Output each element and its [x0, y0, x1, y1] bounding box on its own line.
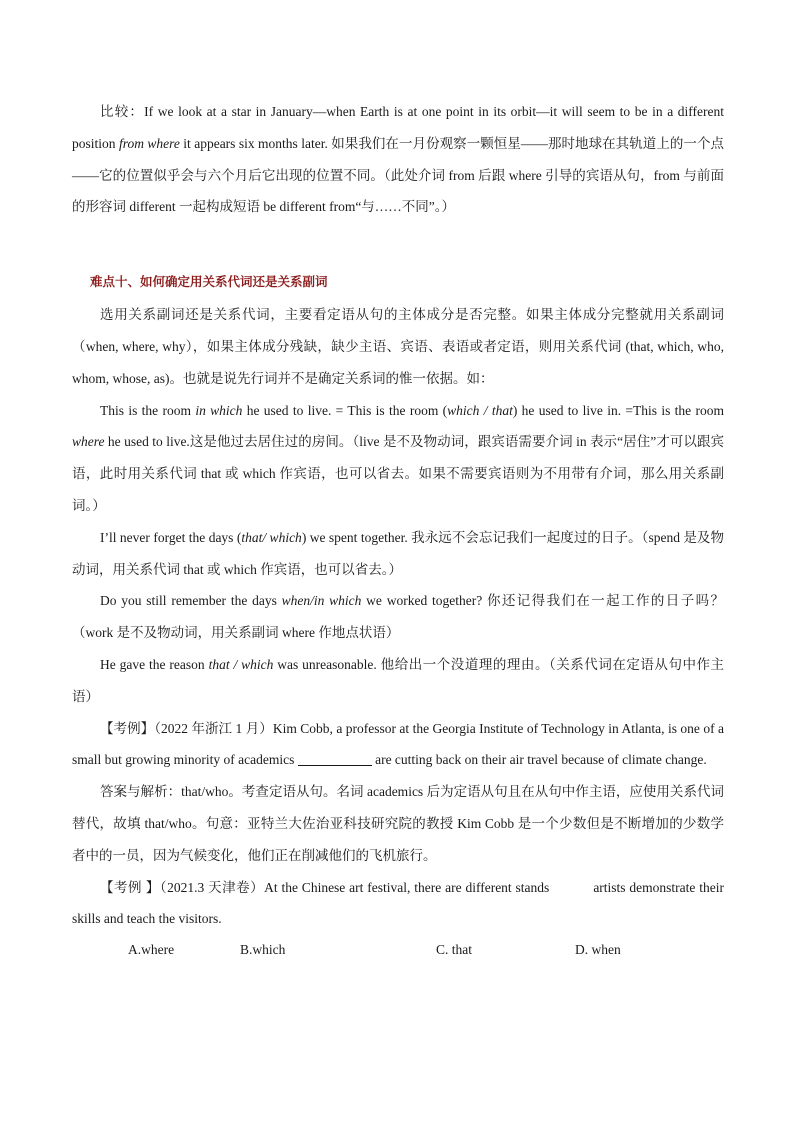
ex3-italic: when/in which [281, 593, 362, 609]
ex1-text-c: he used to live. = This is the room ( [242, 402, 448, 418]
ex1-italic-b: in which [195, 402, 243, 418]
q1-text-before-blank: Kim Cobb, a professor at the Georgia Institute of Technology in Atlanta, is one of a small but growing minority of academics [72, 720, 725, 768]
compare-prefix: 比较： [100, 104, 145, 119]
ex1-text-a: This is the room [100, 402, 196, 418]
q2-label: 【考例 】 [100, 879, 160, 895]
q2-option-d[interactable]: D. when [575, 942, 621, 958]
q1-source: （2022 年浙江 1 月） [154, 720, 273, 736]
q2-options [128, 935, 724, 965]
section-gap [72, 223, 724, 267]
intro-paragraph: 选用关系副词还是关系代词，主要看定语从句的主体成分是否完整。如果主体成分完整就用关系副词（when, where, why），如果主体成分残缺，缺少主语、宾语、表语或者定语，则用关系代词 (that, which, who, whom, whose, as)。也就是说先行词并不是确定关系词的惟一依据。如： [72, 307, 724, 386]
example-paragraph-reason [72, 649, 724, 713]
ex1-italic-f: where [72, 434, 105, 450]
q1-answer-blank[interactable] [298, 751, 372, 766]
ex2-italic: that/ which [241, 529, 302, 545]
compare-italic: from where [118, 135, 180, 151]
compare-english-end: it appears six months later. [179, 135, 332, 151]
ex2-chinese: 我永远不会忘记我们一起度过的日子。（spend 是及物动词，用关系代词 that 或 which 作宾语，也可以省去。） [72, 529, 724, 577]
q1-label: 【考例】 [100, 720, 155, 736]
q2-option-a[interactable]: A.where [128, 942, 175, 958]
ex2-text-a: I’ll never forget the days ( [100, 529, 242, 545]
ex1-chinese: 这是他过去居住过的房间。（live 是不及物动词，跟宾语需要介词 in 表示“居住”才可以跟宾语，此时用关系代词 that 或 which 作宾语，也可以省去。如果不需要宾语则为不用带有介词，那么用关系副词。） [72, 434, 724, 513]
ex4-chinese: 他给出一个没道理的理由。（关系代词在定语从句中作主语） [72, 656, 725, 704]
exam-question-2 [72, 872, 724, 936]
compare-paragraph [72, 96, 724, 223]
ex3-chinese: 你还记得我们在一起工作的日子吗？（work 是不及物动词，用关系副词 where 作地点状语） [72, 593, 724, 641]
q2-option-c[interactable]: C. that [436, 942, 472, 958]
q1-text-after-blank: are cutting back on their air travel because of climate change. [371, 752, 707, 768]
document-body [72, 96, 724, 965]
example-paragraph-room [72, 395, 724, 522]
ex1-text-g: he used to live. [104, 434, 190, 450]
q2-text-after-blank: artists demonstrate their skills and teach the visitors. [72, 879, 725, 927]
q2-option-b[interactable]: B.which [240, 942, 286, 958]
example-paragraph-days-spent [72, 522, 724, 586]
compare-chinese: 如果我们在一月份观察一颗恒星——那时地球在其轨道上的一个点——它的位置似乎会与六个月后它出现的位置不同。（此处介词 from 后跟 where 引导的宾语从句，from 与前面的形容词 different 一起构成短语 be different from“与……不同”。） [72, 135, 725, 215]
ex4-italic: that / which [208, 656, 274, 672]
ex3-text-a: Do you still remember the days [100, 593, 282, 609]
exam-question-1 [72, 713, 724, 777]
answer-explanation-1: 答案与解析：that/who。考查定语从句。名词 academics 后为定语从句且在从句中作主语，应使用关系代词替代，故填 that/who。句意：亚特兰大佐治亚科技研究院的教授 Kim Cobb 是一个少数但是不断增加的少数学者中的一员，因为气候变化，他们正在削减他们的飞机旅行。 [72, 784, 724, 863]
q2-text-before-blank: At the Chinese art festival, there are different stands [264, 879, 550, 895]
ex4-text-c: was unreasonable. [273, 656, 381, 672]
ex1-italic-d: which / that [447, 402, 513, 418]
section-heading: 难点十、如何确定用关系代词还是关系副词 [90, 274, 328, 290]
compare-english: If we look at a star in January—when Earth is at one point in its orbit—it will seem to be in a different position [72, 104, 725, 151]
ex3-text-c: we worked together? [361, 593, 487, 609]
ex2-text-c: ) we spent together. [301, 529, 412, 545]
q2-source: （2021.3 天津卷） [159, 879, 265, 895]
ex1-text-e: ) he used to live in. =This is the room [512, 402, 725, 418]
ex4-text-a: He gave the reason [100, 656, 209, 672]
example-paragraph-days-worked [72, 585, 724, 649]
